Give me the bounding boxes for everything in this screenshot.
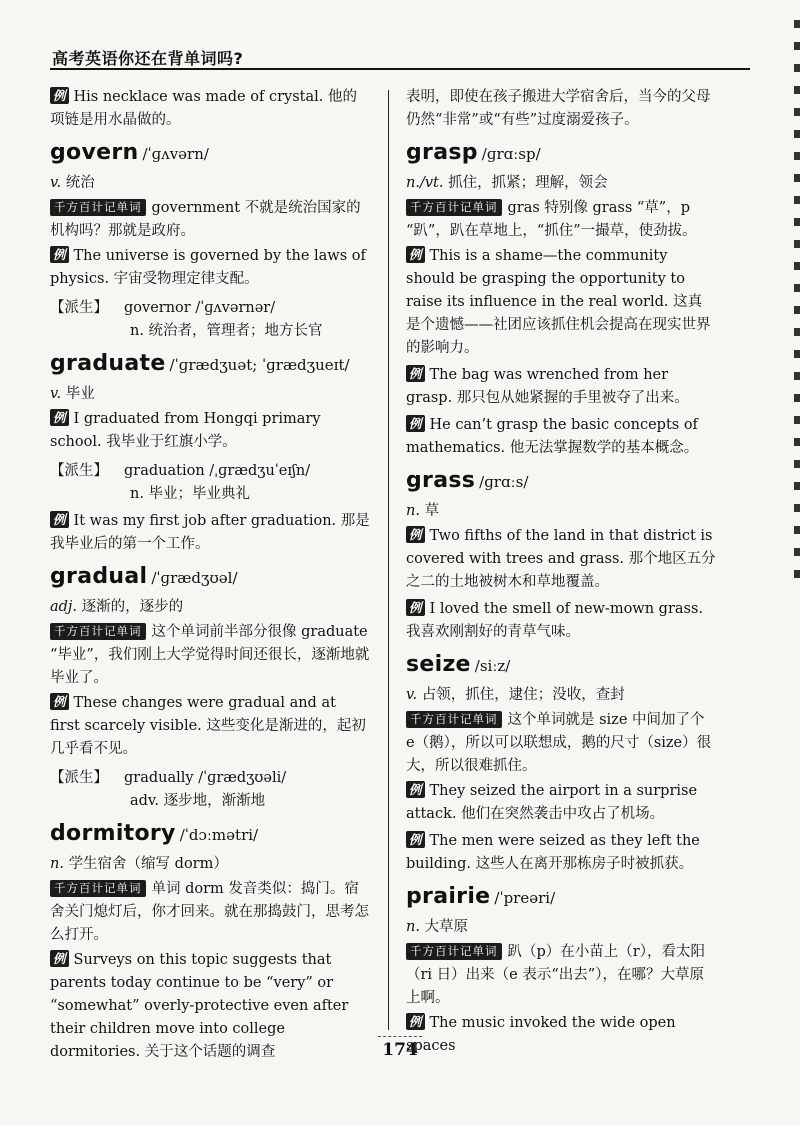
example-sentence: 例 He can’t grasp the basic concepts of mathematics. 他无法掌握数学的基本概念。 bbox=[406, 416, 699, 456]
headword-line bbox=[50, 349, 370, 381]
headword: grasp bbox=[406, 140, 478, 165]
page-number: 174 bbox=[350, 1040, 450, 1060]
derivative: 【派生】 governor /ˈɡʌvərnər/ n. 统治者，管理者；地方长官 bbox=[50, 297, 370, 343]
example-sentence: 例 Two fifths of the land in that district is covered with trees and grass. 那个地区五分之二的土地被树木和草地覆盖。 bbox=[406, 527, 716, 590]
definition: n./vt. 抓住，抓紧；理解，领会 bbox=[406, 175, 608, 191]
example-sentence: 例 I loved the smell of new-mown grass. 我喜欢刚割好的青草气味。 bbox=[406, 600, 704, 640]
example-sentence: 例 It was my first job after graduation. 那是我毕业后的第一个工作。 bbox=[50, 512, 370, 552]
entry-govern bbox=[50, 138, 370, 343]
memory-tip: 千方百计记单词 这个单词前半部分很像 graduate “毕业”，我们刚上大学觉得时间还很长，逐渐地就毕业了。 bbox=[50, 624, 370, 686]
example-badge: 例 bbox=[50, 87, 69, 104]
example-badge: 例 bbox=[50, 409, 69, 426]
definition: v. 占领，抓住，逮住；没收，查封 bbox=[406, 687, 625, 703]
memory-badge: 千方百计记单词 bbox=[50, 623, 146, 640]
entry-graduate bbox=[50, 349, 370, 556]
memory-badge: 千方百计记单词 bbox=[406, 943, 502, 960]
example-sentence: 例 I graduated from Hongqi primary school. 我毕业于红旗小学。 bbox=[50, 410, 321, 450]
phonetic: /ˈɡrædʒʊəl/ bbox=[151, 569, 238, 587]
example-badge: 例 bbox=[50, 246, 69, 263]
example-badge: 例 bbox=[406, 526, 425, 543]
memory-tip: 千方百计记单词 这个单词就是 size 中间加了个 e（鹅），所以可以联想成，鹅的尺寸（size）很大，所以很难抓住。 bbox=[406, 712, 712, 774]
derivative-label: 【派生】 bbox=[50, 770, 108, 786]
book-title: 高考英语你还在背单词吗? bbox=[52, 49, 244, 68]
running-header bbox=[50, 42, 750, 70]
headword: seize bbox=[406, 652, 471, 677]
headword: prairie bbox=[406, 884, 491, 909]
entry-grasp bbox=[406, 138, 716, 460]
memory-badge: 千方百计记单词 bbox=[406, 711, 502, 728]
example-badge: 例 bbox=[50, 950, 69, 967]
phonetic: /ˈɡrædʒuət; ˈɡrædʒueɪt/ bbox=[169, 356, 350, 374]
example-sentence: 例 The universe is governed by the laws of physics. 宇宙受物理定律支配。 bbox=[50, 247, 366, 287]
memory-badge: 千方百计记单词 bbox=[50, 199, 146, 216]
example-badge: 例 bbox=[406, 246, 425, 263]
example-sentence: 例 The men were seized as they left the building. 这些人在离开那栋房子时被抓获。 bbox=[406, 832, 700, 872]
definition: adj. 逐渐的，逐步的 bbox=[50, 599, 184, 615]
example-sentence: 例 Surveys on this topic suggests that parents today continue to be “very” or “somewhat” overly-protective even after their children move into college dormitories. 关于这个话题的调查 bbox=[50, 951, 349, 1060]
example-badge: 例 bbox=[406, 831, 425, 848]
definition: n. 学生宿舍（缩写 dorm） bbox=[50, 856, 228, 872]
example-sentence: 例 They seized the airport in a surprise attack. 他们在突然袭击中攻占了机场。 bbox=[406, 782, 698, 822]
phonetic: /ˈɡʌvərn/ bbox=[142, 145, 209, 163]
entry-seize bbox=[406, 650, 716, 876]
example-badge: 例 bbox=[406, 599, 425, 616]
entry-gradual bbox=[50, 562, 370, 813]
headword: gradual bbox=[50, 564, 148, 589]
memory-tip: 千方百计记单词 趴（p）在小苗上（r），看太阳（ri 日）出来（e 表示“出去”），在哪？大草原上啊。 bbox=[406, 944, 705, 1006]
memory-badge: 千方百计记单词 bbox=[406, 199, 502, 216]
headword: dormitory bbox=[50, 821, 176, 846]
example-badge: 例 bbox=[50, 511, 69, 528]
example-badge: 例 bbox=[406, 365, 425, 382]
headword-line bbox=[406, 882, 716, 914]
example-sentence: 例 His necklace was made of crystal. 他的项链是用水晶做的。 bbox=[50, 88, 357, 128]
entry-grass bbox=[406, 466, 716, 644]
phonetic: /ˈdɔːmətri/ bbox=[179, 826, 259, 844]
example-sentence: 例 This is a shame—the community should be grasping the opportunity to raise its influence in the real world. 这真是个遗憾——社团应该抓住机会提高在现实世界的影响力。 bbox=[406, 247, 711, 356]
example-sentence: 例 The bag was wrenched from her grasp. 那只包从她紧握的手里被夺了出来。 bbox=[406, 366, 689, 406]
example-badge: 例 bbox=[406, 1013, 425, 1030]
phonetic: /ˈpreəri/ bbox=[494, 889, 556, 907]
derivative: 【派生】 gradually /ˈɡrædʒʊəli/ adv. 逐步地，渐渐地 bbox=[50, 767, 370, 813]
example-badge: 例 bbox=[406, 781, 425, 798]
header-rule bbox=[50, 68, 750, 70]
headword-line bbox=[406, 650, 716, 682]
definition: n. 大草原 bbox=[406, 919, 469, 935]
memory-badge: 千方百计记单词 bbox=[50, 880, 146, 897]
headword-line bbox=[50, 819, 370, 851]
example-sentence: 例 These changes were gradual and at first scarcely visible. 这些变化是渐进的，起初几乎看不见。 bbox=[50, 694, 366, 757]
continued-text: 表明，即使在孩子搬进大学宿舍后，当今的父母仍然“非常”或“有些”过度溺爱孩子。 bbox=[406, 89, 711, 128]
memory-tip: 千方百计记单词 单词 dorm 发音类似：捣门。宿舍关门熄灯后，你才回来。就在那捣鼓门，思考怎么打开。 bbox=[50, 881, 369, 943]
example-badge: 例 bbox=[50, 693, 69, 710]
entry-dormitory bbox=[50, 819, 370, 1064]
headword-line bbox=[50, 562, 370, 594]
example-sentence: 例 The music invoked the wide open spaces bbox=[406, 1014, 676, 1054]
derivative-label: 【派生】 bbox=[50, 463, 108, 479]
example-badge: 例 bbox=[406, 415, 425, 432]
headword-line bbox=[406, 466, 716, 498]
derivative: 【派生】 graduation /ˌɡrædʒuˈeɪʃn/ n. 毕业；毕业典礼 bbox=[50, 460, 370, 506]
headword: graduate bbox=[50, 351, 166, 376]
right-column bbox=[406, 86, 716, 1062]
derivative-label: 【派生】 bbox=[50, 300, 108, 316]
memory-tip: 千方百计记单词 gras 特别像 grass “草”，p “趴”，趴在草地上，“抓住”一撮草，使劲拔。 bbox=[406, 200, 697, 239]
phonetic: /ɡrɑːs/ bbox=[479, 473, 529, 491]
headword: govern bbox=[50, 140, 139, 165]
entry-prairie bbox=[406, 882, 716, 1058]
headword: grass bbox=[406, 468, 476, 493]
headword-line bbox=[406, 138, 716, 170]
definition: v. 毕业 bbox=[50, 386, 95, 402]
page-edge-marks bbox=[794, 20, 800, 580]
phonetic: /ɡrɑːsp/ bbox=[481, 145, 541, 163]
headword-line bbox=[50, 138, 370, 170]
definition: n. 草 bbox=[406, 503, 440, 519]
column-divider bbox=[388, 90, 389, 1030]
phonetic: /siːz/ bbox=[474, 657, 511, 675]
definition: v. 统治 bbox=[50, 175, 95, 191]
left-column bbox=[50, 86, 370, 1068]
memory-tip: 千方百计记单词 government 不就是统治国家的机构吗？那就是政府。 bbox=[50, 200, 361, 239]
